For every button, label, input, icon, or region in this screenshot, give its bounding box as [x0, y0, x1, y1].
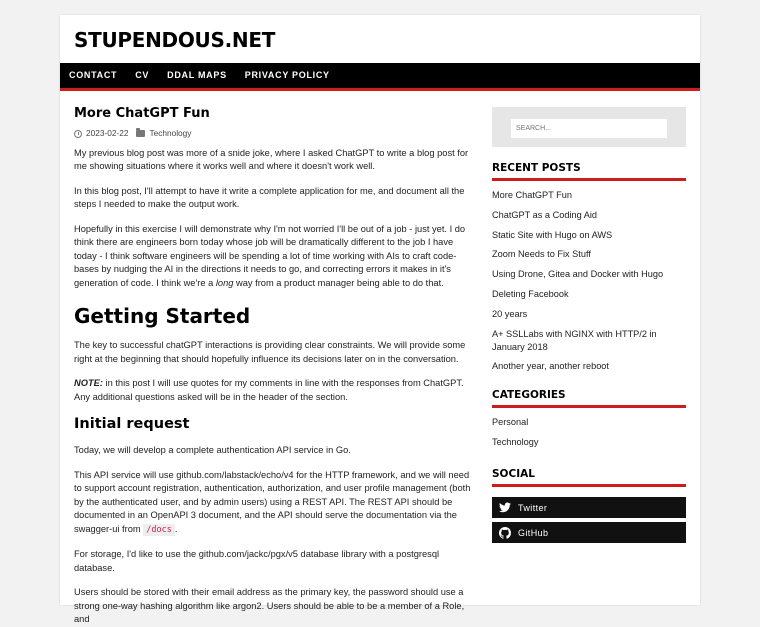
recent-post-link[interactable]: Static Site with Hugo on AWS — [492, 229, 613, 240]
nav-privacy-policy[interactable]: PRIVACY POLICY — [244, 70, 330, 80]
site-header — [60, 15, 700, 63]
post-date: 2023-02-22 — [86, 128, 129, 138]
recent-post-link[interactable]: ChatGPT as a Coding Aid — [492, 209, 598, 220]
search-input[interactable] — [511, 119, 667, 138]
paragraph: Users should be stored with their email address as the primary key, the password should use a strong one-way hashing algorithm like argon2. Users should be able to be a member of a Role, and — [74, 587, 465, 624]
twitter-label: Twitter — [518, 502, 548, 513]
nav-ddal-maps[interactable]: DDAL MAPS — [167, 70, 227, 80]
recent-post-link[interactable]: Deleting Facebook — [492, 288, 569, 299]
paragraph: Hopefully in this exercise I will demonstrate why I'm not worried I'll be out of a job - just yet. I do think there are engineers born today whose job will be dramatically different to the job I have today - I think software engineers will be spending a lot of time working with AIs to craft code-bases by nudging the AI in the directions it needs to go, and correcting errors it makes in it's generation of code. I think we're a long way from a product manager being able to do that. — [74, 223, 466, 288]
recent-posts-title: RECENT POSTS — [492, 162, 686, 181]
nav-contact[interactable]: CONTACT — [69, 70, 118, 80]
paragraph: NOTE: in this post I will use quotes for my comments in line with the responses from ChatGPT. Any additional questions asked will be in the header of the section. — [74, 378, 464, 402]
recent-post-link[interactable]: Another year, another reboot — [492, 361, 609, 372]
social-title: SOCIAL — [492, 468, 686, 487]
paragraph: My previous blog post was more of a snide joke, where I asked ChatGPT to write a blog post for me showing situations where it works well and where it doesn't work well. — [74, 147, 469, 171]
recent-post-link[interactable]: A+ SSLLabs with NGINX with HTTP/2 in January 2018 — [492, 328, 657, 352]
paragraph: In this blog post, I'll attempt to have it write a complete application for me, and document all the steps I needed to make the output work. — [74, 185, 465, 209]
main-nav — [60, 63, 700, 91]
category-link-technology[interactable]: Technology — [492, 437, 539, 448]
post-meta — [74, 127, 474, 141]
recent-post-link[interactable]: Using Drone, Gitea and Docker with Hugo — [492, 269, 664, 280]
twitter-icon — [499, 502, 511, 513]
github-icon — [499, 527, 511, 539]
paragraph: Today, we will develop a complete authentication API service in Go. — [74, 445, 351, 455]
section-heading: Getting Started — [74, 304, 251, 328]
site-title[interactable]: STUPENDOUS.NET — [74, 28, 276, 52]
post-content — [74, 106, 474, 627]
sidebar — [492, 107, 686, 543]
github-button[interactable] — [492, 522, 686, 543]
page — [60, 15, 700, 624]
search-widget — [492, 107, 686, 147]
recent-post-link[interactable]: 20 years — [492, 308, 528, 319]
inline-code: /docs — [143, 524, 175, 536]
post-title[interactable]: More ChatGPT Fun — [74, 106, 210, 121]
recent-post-link[interactable]: More ChatGPT Fun — [492, 190, 572, 200]
recent-posts-list — [492, 189, 686, 373]
clock-icon — [74, 130, 82, 138]
paragraph: This API service will use github.com/labstack/echo/v4 for the HTTP framework, and we will need to support account registration, authentication, authorization, and user profile management (both by the authenticated user, and by admin users) using a REST API. The REST API should be documented in an OpenAPI 3 document, and the API should serve the documentation via the swagger-ui from /docs . — [74, 469, 471, 535]
subsection-heading: Initial request — [74, 416, 190, 432]
categories-title: CATEGORIES — [492, 389, 686, 408]
paragraph: For storage, I'd like to use the github.com/jackc/pgx/v5 database library with a postgresql database. — [74, 549, 440, 573]
categories-list — [492, 416, 686, 449]
paragraph: The key to successful chatGPT interactions is providing clear constraints. We will provide some right at the beginning that should hopefully influence its decisions later on in the conversation. — [74, 340, 466, 364]
post-category[interactable]: Technology — [149, 128, 192, 138]
nav-cv[interactable]: CV — [135, 70, 150, 80]
category-link-personal[interactable]: Personal — [492, 417, 529, 428]
folder-icon — [136, 130, 145, 137]
github-label: GitHub — [518, 527, 549, 538]
twitter-button[interactable] — [492, 497, 686, 518]
recent-post-link[interactable]: Zoom Needs to Fix Stuff — [492, 249, 591, 260]
